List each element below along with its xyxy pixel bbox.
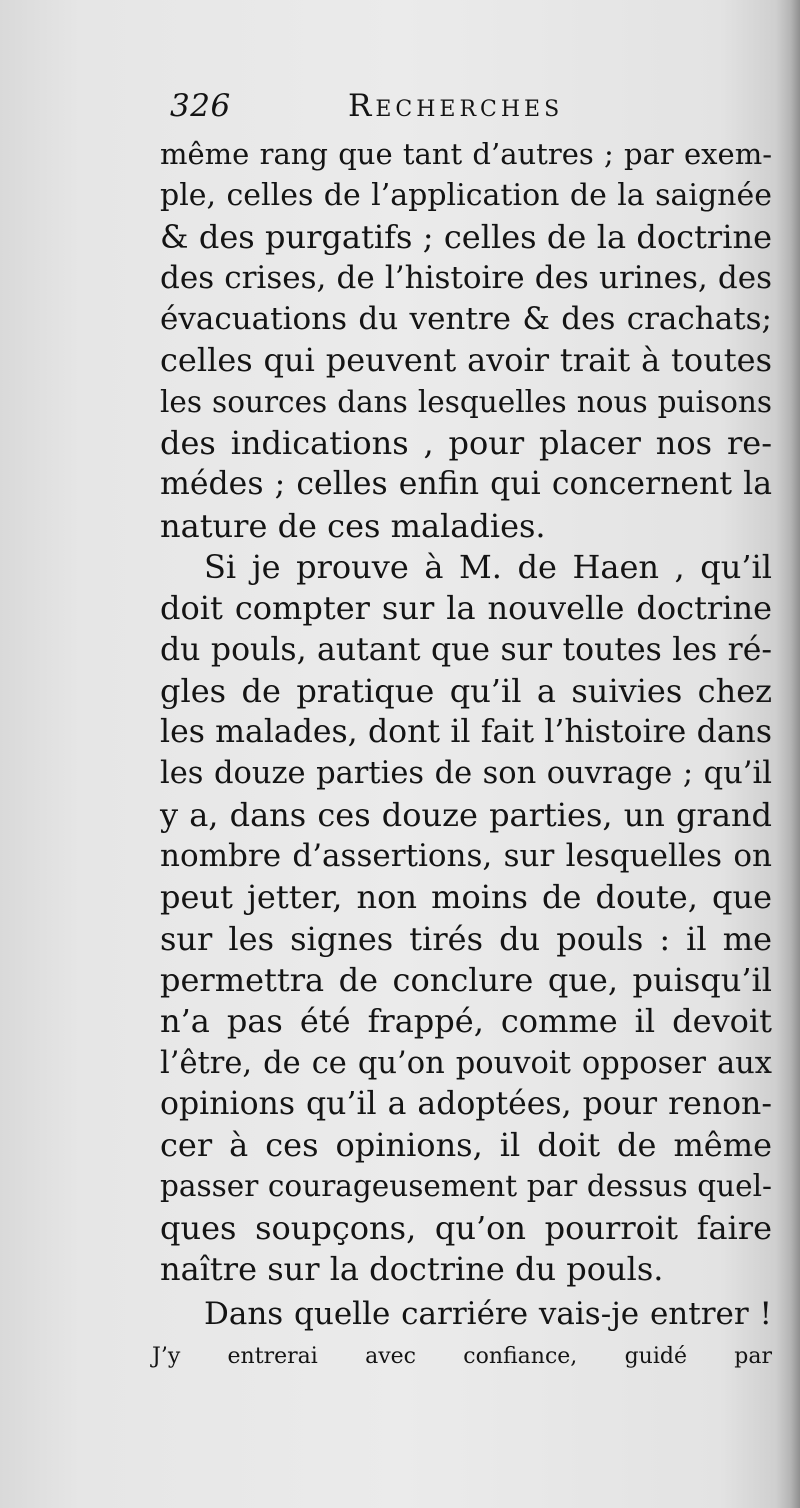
- text-line: les sources dans lesquelles nous puisons: [160, 384, 772, 419]
- running-title: Recherches: [348, 88, 564, 124]
- text-line: les douze parties de son ouvrage ; qu’il: [160, 756, 772, 792]
- text-line: nature de ces maladies.: [160, 506, 546, 545]
- text-line: cer à ces opinions, il doit de même: [160, 1126, 772, 1165]
- text-line: y a, dans ces douze parties, un grand: [160, 795, 772, 834]
- text-line: gles de pratique qu’il a suivies chez: [160, 671, 772, 710]
- text-line: Si je prouve à M. de Haen , qu’il: [204, 547, 772, 586]
- text-line: J’y entrerai avec confiance, guidé par: [152, 1343, 772, 1369]
- text-line: n’a pas été frappé, comme il devoit: [160, 1002, 772, 1041]
- text-line: évacuations du ventre & des crachats;: [160, 301, 772, 338]
- text-line: doit compter sur la nouvelle doctrine: [160, 589, 772, 628]
- running-head: [160, 78, 772, 134]
- text-line: opinions qu’il a adoptées, pour renon-: [160, 1085, 772, 1122]
- text-line: ques soupçons, qu’on pourroit faire: [160, 1208, 772, 1247]
- text-line: du pouls, autant que sur toutes les ré-: [160, 631, 772, 668]
- text-line: nombre d’assertions, sur lesquelles on: [160, 838, 772, 875]
- text-block: [152, 78, 772, 1377]
- paragraph-1: [160, 134, 772, 547]
- text-line: sur les signes tirés du pouls : il me: [160, 919, 772, 958]
- text-line: & des purgatifs ; celles de la doctrine: [160, 217, 772, 256]
- text-line: l’être, de ce qu’on pouvoit opposer aux: [160, 1045, 772, 1081]
- text-line: des indications , pour placer nos re-: [160, 424, 772, 463]
- text-line: celles qui peuvent avoir trait à toutes: [160, 341, 772, 380]
- paragraph-3: [152, 1294, 772, 1377]
- text-line: permettra de conclure que, puisqu’il: [160, 960, 772, 999]
- paragraph-2: [160, 547, 772, 1290]
- page-edge-shadow: [776, 0, 800, 1508]
- text-line: les malades, dont il fait l’histoire dans: [160, 714, 772, 751]
- text-line: Dans quelle carriére vais-je entrer !: [204, 1296, 772, 1333]
- text-line: médes ; celles enfin qui concernent la: [160, 466, 772, 503]
- text-line: peut jetter, non moins de doute, que: [160, 878, 772, 917]
- text-line: des crises, de l’histoire des urines, des: [160, 259, 772, 296]
- text-line: ple, celles de l’application de la saignée: [160, 178, 772, 214]
- text-line: passer courageusement par dessus quel-: [160, 1169, 772, 1204]
- page-number: 326: [170, 88, 231, 124]
- text-line: naître sur la doctrine du pouls.: [160, 1250, 664, 1289]
- text-line: même rang que tant d’autres ; par exem-: [160, 137, 772, 171]
